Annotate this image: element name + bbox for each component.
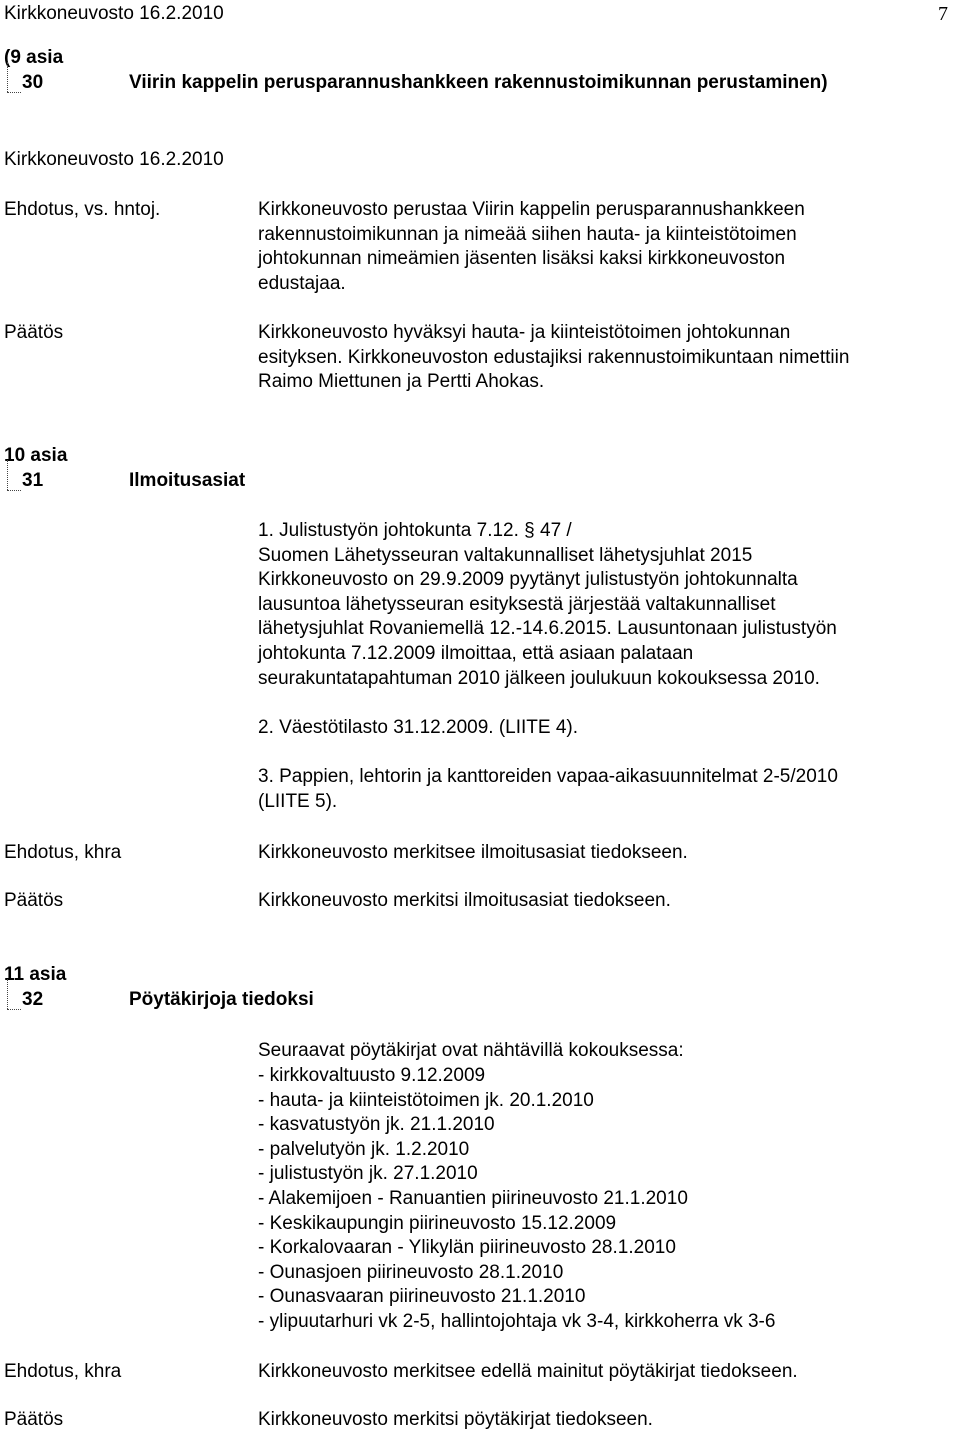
minutes-list-item: - Korkalovaaran - Ylikylän piirineuvosto 28.1.2010 — [258, 1237, 676, 1259]
item-30-decision-label: Päätös — [4, 322, 64, 343]
item-30-meeting: Kirkkoneuvosto 16.2.2010 — [4, 149, 224, 170]
item-31-proposal-label: Ehdotus, khra — [4, 842, 122, 863]
minutes-list-item: - ylipuutarhuri vk 2-5, hallintojohtaja vk 3-4, kirkkoherra vk 3-6 — [258, 1311, 776, 1332]
item-31-decision-text: Kirkkoneuvosto merkitsi ilmoitusasiat tiedokseen. — [258, 890, 671, 911]
item-32-decision-text: Kirkkoneuvosto merkitsi pöytäkirjat tiedokseen. — [258, 1409, 653, 1430]
minutes-list-item: - Ounasvaaran piirineuvosto 21.1.2010 — [258, 1286, 586, 1308]
notice-1-line: seurakuntatapahtuman 2010 jälkeen joulukuun kokouksessa 2010. — [258, 667, 820, 689]
item-30-decision-line: Raimo Miettunen ja Pertti Ahokas. — [258, 371, 545, 393]
item-32-number: 32 — [22, 989, 44, 1010]
item-30-proposal-line: Kirkkoneuvosto perustaa Viirin kappelin perusparannushankkeen — [258, 199, 805, 220]
item-30-reference: (9 asia — [4, 47, 64, 68]
notice-1-line: lausuntoa lähetysseuran esityksestä järjestää valtakunnalliset — [258, 593, 776, 615]
notice-1-line: johtokunta 7.12.2009 ilmoittaa, että asiaan palataan — [258, 643, 694, 664]
minutes-list-item: - palvelutyön jk. 1.2.2010 — [258, 1138, 470, 1160]
notice-1-line: Kirkkoneuvosto on 29.9.2009 pyytänyt julistustyön johtokunnalta — [258, 569, 798, 591]
item-32-title: Pöytäkirjoja tiedoksi — [129, 989, 314, 1010]
notice-3-line: (LIITE 5). — [258, 790, 338, 812]
minutes-list-item: - kasvatustyön jk. 21.1.2010 — [258, 1114, 495, 1136]
minutes-list-item: - Alakemijoen - Ranuantien piirineuvosto 21.1.2010 — [258, 1188, 688, 1209]
notice-3-line: 3. Pappien, lehtorin ja kanttoreiden vapaa-aikasuunnitelmat 2-5/2010 — [258, 766, 838, 787]
minutes-intro: Seuraavat pöytäkirjat ovat nähtävillä kokouksessa: — [258, 1040, 684, 1061]
item-30-title: Viirin kappelin perusparannushankkeen rakennustoimikunnan perustaminen) — [129, 72, 828, 93]
item-31-reference: 10 asia — [4, 445, 68, 466]
page-header-title: Kirkkoneuvosto 16.2.2010 — [4, 3, 224, 24]
item-30-proposal-label: Ehdotus, vs. hntoj. — [4, 199, 161, 220]
notice-1-line: lähetysjuhlat Rovaniemellä 12.-14.6.2015. Lausuntonaan julistustyön — [258, 618, 837, 640]
item-31-proposal-text: Kirkkoneuvosto merkitsee ilmoitusasiat tiedokseen. — [258, 842, 688, 863]
item-32-decision-label: Päätös — [4, 1409, 64, 1430]
minutes-list-item: - Ounasjoen piirineuvosto 28.1.2010 — [258, 1261, 564, 1283]
item-31-title: Ilmoitusasiat — [129, 470, 246, 491]
section-marker — [4, 460, 24, 496]
minutes-list-item: - julistustyön jk. 27.1.2010 — [258, 1163, 478, 1185]
item-30-proposal-line: rakennustoimikunnan ja nimeää siihen hauta- ja kiinteistötoimen — [258, 223, 797, 245]
notice-1-line: 1. Julistustyön johtokunta 7.12. § 47 / — [258, 520, 572, 541]
notice-2: 2. Väestötilasto 31.12.2009. (LIITE 4). — [258, 717, 579, 738]
item-32-proposal-text: Kirkkoneuvosto merkitsee edellä mainitut pöytäkirjat tiedokseen. — [258, 1361, 798, 1382]
item-31-decision-label: Päätös — [4, 890, 64, 911]
item-32-reference: 11 asia — [4, 964, 67, 985]
section-marker — [4, 979, 24, 1015]
page-number: 7 — [938, 3, 948, 25]
item-32-proposal-label: Ehdotus, khra — [4, 1361, 122, 1382]
item-30-proposal-line: edustajaa. — [258, 272, 346, 294]
item-30-decision-line: esityksen. Kirkkoneuvoston edustajiksi rakennustoimikuntaan nimettiin — [258, 346, 850, 368]
minutes-list-item: - hauta- ja kiinteistötoimen jk. 20.1.2010 — [258, 1089, 594, 1111]
item-31-number: 31 — [22, 470, 44, 491]
item-30-number: 30 — [22, 72, 44, 93]
minutes-list-item: - Keskikaupungin piirineuvosto 15.12.2009 — [258, 1212, 617, 1234]
item-30-decision-line: Kirkkoneuvosto hyväksyi hauta- ja kiinteistötoimen johtokunnan — [258, 322, 791, 343]
minutes-list-item: - kirkkovaltuusto 9.12.2009 — [258, 1065, 486, 1086]
item-30-proposal-line: johtokunnan nimeämien jäsenten lisäksi kaksi kirkkoneuvoston — [258, 248, 786, 270]
notice-1-line: Suomen Lähetysseuran valtakunnalliset lähetysjuhlat 2015 — [258, 544, 753, 566]
section-marker — [4, 62, 24, 98]
